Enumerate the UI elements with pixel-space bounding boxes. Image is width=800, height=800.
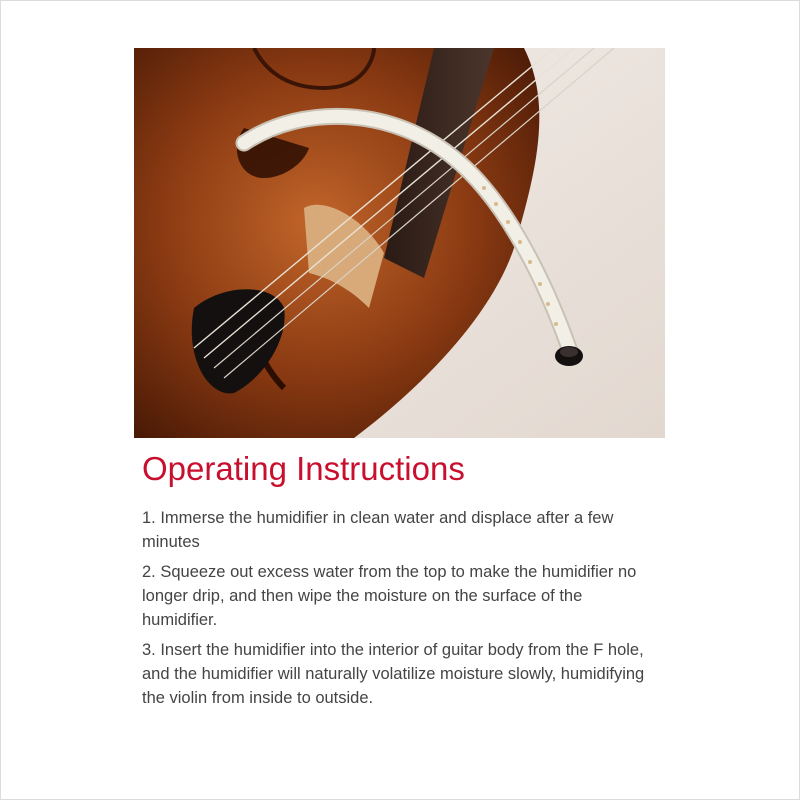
instruction-step: 2. Squeeze out excess water from the top to make the humidifier no longer drip, and then wipe the moisture on the surface of the humidifier. bbox=[142, 563, 637, 629]
page-title: Operating Instructions bbox=[142, 450, 465, 487]
instruction-step: 3. Insert the humidifier into the interior of guitar body from the F hole, and the humidifier will naturally volatilize moisture slowly, humidifying the violin from inside to outside. bbox=[142, 641, 645, 707]
instruction-list bbox=[142, 506, 662, 716]
instruction-step: 1. Immerse the humidifier in clean water and displace after a few minutes bbox=[142, 509, 614, 551]
violin-humidifier-photo bbox=[134, 48, 665, 438]
violin-humidifier-illustration bbox=[134, 48, 665, 438]
